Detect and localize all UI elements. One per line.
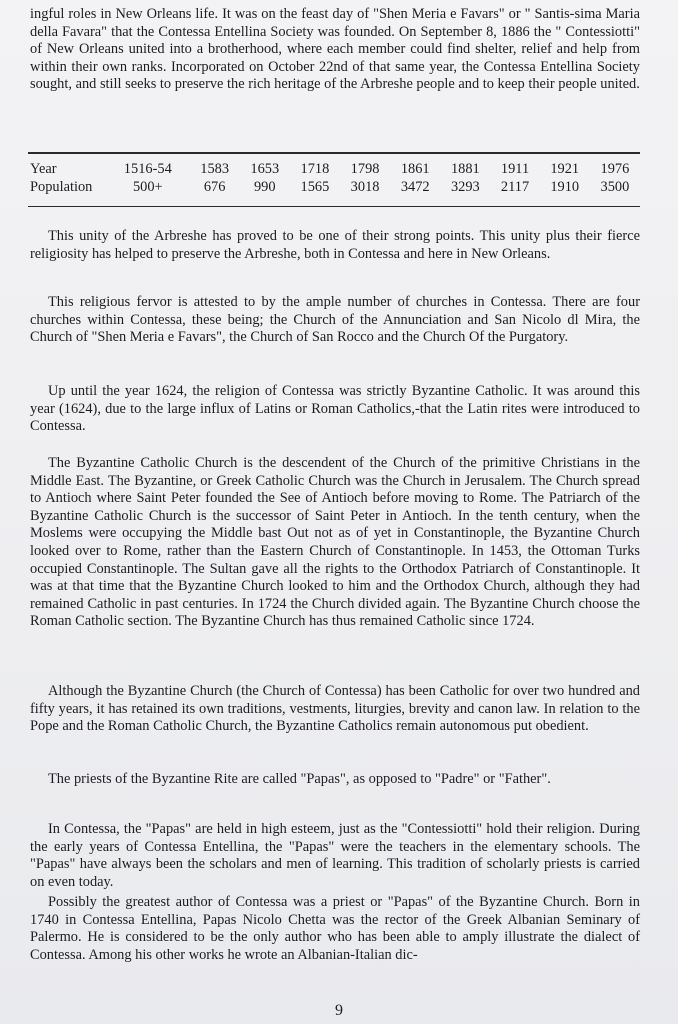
table-bottom-rule — [28, 206, 640, 207]
paragraph-byzantine-history: The Byzantine Catholic Church is the descendent of the Church of the primitive Christians in the Middle East. The Byzantine, or Greek Catholic Church was the Church in Jerusalem. The Church spread to Antioch where Saint Peter founded the See of Antioch before moving to Rome. The Patriarch of the Byzantine Catholic Church is the successor of Saint Peter in Antioch. In the tenth century, when the Moslems were occupying the Middle bast Out not as of yet in Constantinople, the Byzantine Church looked over to Rome, rather than the Eastern Church of Constantinople. In 1453, the Ottoman Turks occupied Constantinople. The Sultan gave all the rights to the Orthodox Patriarch of Constantinople. It was at that time that the Byzantine Church looked to him and the Orthodox Church, although they had remained Catholic in past centuries. In 1724 the Church divided again. The Byzantine Church choose the Roman Catholic section. The Byzantine Church has thus remained Catholic since 1724. — [30, 455, 640, 630]
paragraph-papas-title: The priests of the Byzantine Rite are called "Papas", as opposed to "Padre" or "Father". — [48, 771, 551, 787]
year-cell: 1718 — [300, 161, 330, 177]
paragraph-latin-rites: Up until the year 1624, the religion of Contessa was strictly Byzantine Catholic. It was around this year (1624), due to the large influx of Latins or Roman Catholics,-that the Latin rites were introduced to Contessa. — [30, 383, 640, 435]
paragraph-churches: This religious fervor is attested to by the ample number of churches in Contessa. There are four churches within Contessa, these being; the Church of the Annunciation and San Nicolo dl Mira, the Church of "Shen Meria e Favars", the Church of San Rocco and the Church Of the Purgatory. — [30, 294, 640, 346]
year-label: Year — [30, 161, 57, 177]
population-cell: 500+ — [132, 179, 163, 195]
paragraph-papas-esteem: In Contessa, the "Papas" are held in high esteem, just as the "Contessiotti" hold their religion. During the early years of Contessa Entellina, the "Papas" were the teachers in the elementary schools. The "Papas" have always been the scholars and men of learning. This tradition of scholarly priests is carried on even today. — [30, 821, 640, 890]
year-cell: 1653 — [250, 161, 280, 177]
population-cell: 3018 — [350, 179, 380, 195]
population-label: Population — [30, 179, 93, 195]
year-cell: 1911 — [500, 161, 530, 177]
year-cell: 1583 — [200, 161, 230, 177]
year-cell: 1798 — [350, 161, 380, 177]
paragraph-society-founding: ingful roles in New Orleans life. It was on the feast day of "Shen Meria e Favars" or " Santis-sima Maria della Favara" that the Contessa Entellina Society was founded. On September 8, 1886 the " Contessiotti" of New Orleans united into a brotherhood, where each member could find shelter, relief and help from within their own ranks. Incorporated on October 22nd of that same year, the Contessa Entellina Society sought, and still seeks to preserve the rich heritage of the Arbreshe people and to keep their people united. — [30, 6, 640, 93]
population-cell: 1910 — [550, 179, 580, 195]
year-cell: 1976 — [600, 161, 630, 177]
population-cell: 676 — [203, 179, 226, 195]
population-table — [30, 160, 640, 196]
population-cell: 3500 — [600, 179, 630, 195]
page-number: 9 — [335, 1002, 343, 1019]
table-row-years — [30, 160, 640, 178]
paragraph-nicolo-chetta: Possibly the greatest author of Contessa was a priest or "Papas" of the Byzantine Church. Born in 1740 in Contessa Entellina, Papas Nicolo Chetta was the rector of the Greek Albanian Seminary of Palermo. He is considered to be the only author who has been able to amply illustrate the dialect of Contessa. Among his other works he wrote an Albanian-Italian dic- — [30, 894, 640, 963]
population-cell: 2117 — [500, 179, 530, 195]
population-cell: 3293 — [450, 179, 480, 195]
year-cell: 1881 — [450, 161, 480, 177]
year-cell: 1921 — [550, 161, 580, 177]
table-top-rule — [28, 152, 640, 154]
table-row-population — [30, 178, 640, 196]
paragraph-unity: This unity of the Arbreshe has proved to be one of their strong points. This unity plus their fierce religiosity has helped to preserve the Arbreshe, both in Contessa and here in New Orleans. — [30, 228, 640, 262]
population-cell: 990 — [253, 179, 276, 195]
year-cell: 1861 — [400, 161, 430, 177]
paragraph-autonomy: Although the Byzantine Church (the Church of Contessa) has been Catholic for over two hundred and fifty years, it has retained its own traditions, vestments, liturgies, brevity and canon law. In relation to the Pope and the Roman Catholic Church, the Byzantine Catholics remain autonomous put obedient. — [30, 683, 640, 735]
year-cell: 1516-54 — [123, 161, 172, 177]
population-cell: 3472 — [400, 179, 430, 195]
population-cell: 1565 — [300, 179, 330, 195]
